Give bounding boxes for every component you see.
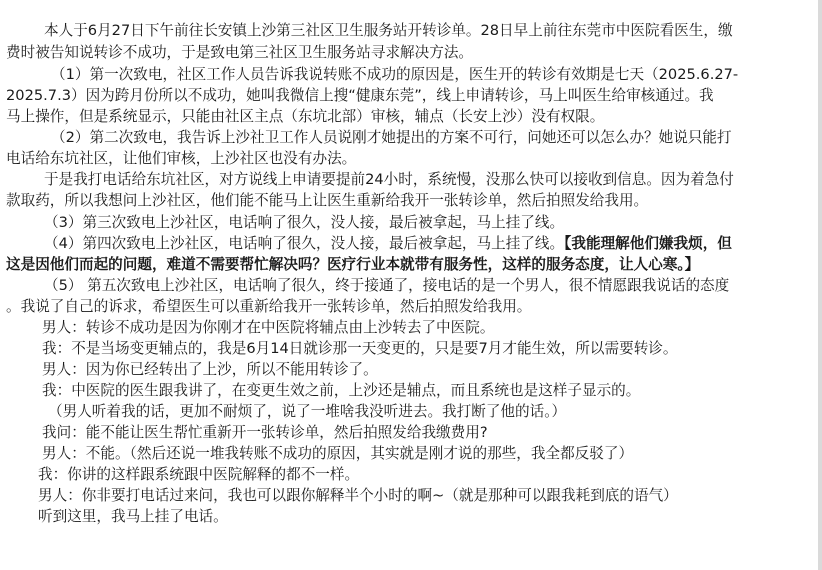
dialogue-line-8: 我：你讲的这样跟系统跟中医院解释的都不一样。 bbox=[38, 466, 360, 483]
vertical-scrollbar[interactable] bbox=[818, 0, 822, 570]
closing-line: 听到这里，我马上挂了电话。 bbox=[38, 508, 228, 525]
paragraph-call-1-line-3: 马上操作，但是系统显示，只能由社区主点（东坑北部）审核，辅点（长安上沙）没有权限。 bbox=[6, 108, 605, 125]
paragraph-call-4-line-1 bbox=[44, 234, 732, 254]
paragraph-call-5-line-1: （5） 第五次致电上沙社区，电话响了很久，终于接通了，接电话的是一个男人，很不情愿跟我说话的态度 bbox=[44, 277, 730, 294]
dialogue-line-3: 男人：因为你已经转出了上沙，所以不能用转诊了。 bbox=[42, 361, 378, 378]
paragraph-call-5-line-2: 。我说了自己的诉求，希望医生可以重新给我开一张转诊单，然后拍照发给我用。 bbox=[6, 298, 532, 315]
dialogue-line-9: 男人：你非要打电话过来问，我也可以跟你解释半个小时的啊~（就是那种可以跟我耗到底的语气） bbox=[38, 487, 678, 504]
paragraph-intro-line-1: 本人于6月27日下午前往长安镇上沙第三社区卫生服务站开转诊单。28日早上前往东莞市中医院看医生，缴 bbox=[44, 22, 733, 39]
dialogue-line-7: 男人：不能。（然后还说一堆我转账不成功的原因，其实就是刚才说的那些，我全都反驳了） bbox=[42, 445, 634, 462]
paragraph-call-4-line-2: 这是因他们而起的问题，难道不需要帮忙解决吗？医疗行业本就带有服务性，这样的服务态度，让人心寒。】 bbox=[6, 256, 700, 273]
paragraph-dongkeng-line-2: 款取药，所以我想问上沙社区，他们能不能马上让医生重新给我开一张转诊单，然后拍照发给我用。 bbox=[6, 192, 649, 209]
call-4-text: （4）第四次致电上沙社区，电话响了很久，没人接，最后被拿起，马上挂了线。 bbox=[44, 235, 565, 252]
paragraph-call-2-line-2: 电话给东坑社区，让他们审核，上沙社区也没有办法。 bbox=[6, 150, 357, 167]
call-4-complaint: 【我能理解他们嫌我烦，但 bbox=[564, 235, 732, 252]
scrollbar-thumb[interactable] bbox=[818, 0, 822, 570]
paragraph-call-1-line-1: （1）第一次致电，社区工作人员告诉我说转账不成功的原因是，医生开的转诊有效期是七天（2025.6.27- bbox=[51, 66, 739, 83]
dialogue-line-5: （男人听着我的话，更加不耐烦了，说了一堆啥我没听进去。我打断了他的话。） bbox=[48, 403, 567, 420]
paragraph-intro-line-2: 费时被告知说转诊不成功，于是致电第三社区卫生服务站寻求解决方法。 bbox=[6, 44, 474, 61]
paragraph-call-2-line-1: （2）第二次致电，我告诉上沙社卫工作人员说刚才她提出的方案不可行，问她还可以怎么办？她说只能打 bbox=[51, 129, 732, 146]
paragraph-dongkeng-line-1: 于是我打电话给东坑社区，对方说线上申请要提前24小时，系统慢，没那么快可以接收到信息。因为着急付 bbox=[44, 171, 734, 188]
dialogue-line-1: 男人：转诊不成功是因为你刚才在中医院将辅点由上沙转去了中医院。 bbox=[42, 319, 495, 336]
paragraph-call-3: （3）第三次致电上沙社区，电话响了很久，没人接，最后被拿起，马上挂了线。 bbox=[44, 214, 565, 231]
dialogue-line-4: 我：中医院的医生跟我讲了，在变更生效之前，上沙还是辅点，而且系统也是这样子显示的。 bbox=[42, 382, 641, 399]
dialogue-line-2: 我：不是当场变更辅点的，我是6月14日就诊那一天变更的，只是要7月才能生效，所以需要转诊。 bbox=[42, 340, 678, 357]
dialogue-line-6: 我问：能不能让医生帮忙重新开一张转诊单，然后拍照发给我缴费用? bbox=[42, 424, 488, 441]
paragraph-call-1-line-2: 2025.7.3）因为跨月份所以不成功，她叫我微信上搜“健康东莞”，线上申请转诊，马上叫医生给审核通过。我 bbox=[6, 87, 714, 104]
